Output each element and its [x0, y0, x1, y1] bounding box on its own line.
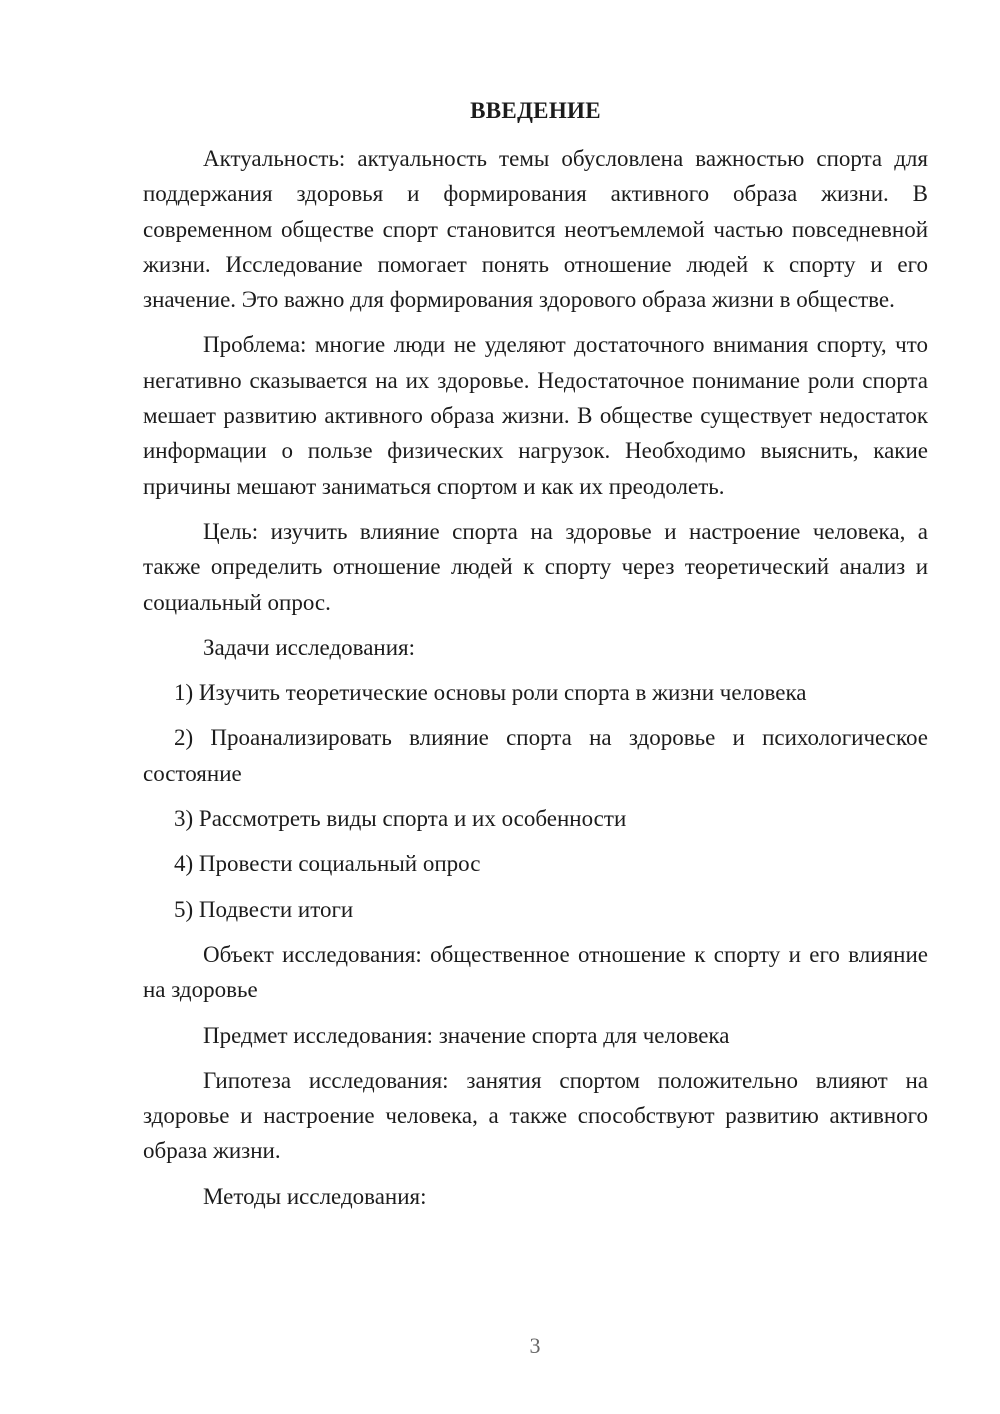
task-item: 4) Провести социальный опрос [174, 851, 481, 877]
object-paragraph: Объект исследования: общественное отношение к спорту и его влияние на здоровье [143, 941, 928, 1003]
task-item: 3) Рассмотреть виды спорта и их особенности [174, 806, 627, 832]
subject-paragraph: Предмет исследования: значение спорта для человека [203, 1022, 730, 1048]
task-item: 5) Подвести итоги [174, 896, 354, 922]
methods-heading: Методы исследования: [203, 1183, 427, 1209]
document-page [143, 93, 928, 1224]
relevance-paragraph: Актуальность: актуальность темы обусловлена важностью спорта для поддержания здоровья и формирования активного образа жизни. В современном обществе спорт становится неотъемлемой частью повседневной жизни. Исследование помогает понять отношение людей к спорту и его значение. Это важно для формирования здорового образа жизни в обществе. [143, 146, 928, 313]
section-title: ВВЕДЕНИЕ [470, 98, 601, 123]
problem-paragraph: Проблема: многие люди не уделяют достаточного внимания спорту, что негативно сказывается на их здоровье. Недостаточное понимание роли спорта мешает развитию активного образа жизни. В обществе существует недостаток информации о пользе физических нагрузок. Необходимо выяснить, какие причины мешают заниматься спортом и как их преодолеть. [143, 332, 928, 499]
hypothesis-paragraph: Гипотеза исследования: занятия спортом положительно влияют на здоровье и настроение человека, а также способствуют развитию активного образа жизни. [143, 1067, 928, 1164]
page-number: 3 [529, 1333, 541, 1358]
tasks-heading: Задачи исследования: [203, 634, 416, 660]
task-item: 2) Проанализировать влияние спорта на здоровье и психологическое состояние [143, 725, 928, 786]
task-item: 1) Изучить теоретические основы роли спорта в жизни человека [174, 680, 807, 706]
goal-paragraph: Цель: изучить влияние спорта на здоровье и настроение человека, а также определить отношение людей к спорту через теоретический анализ и социальный опрос. [143, 518, 928, 615]
